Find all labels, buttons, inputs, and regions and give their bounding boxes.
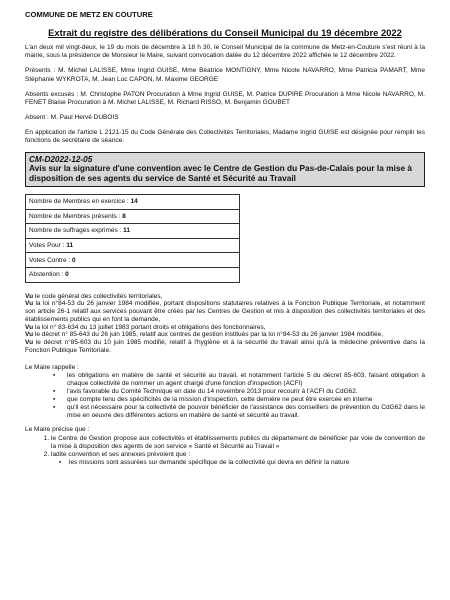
vote-value: 11 [123,227,131,235]
list-item: 2. ladite convention et ses annexes prévoient que : ▪ les missions sont assurées sur demande spécifique de la collectivité qui devra en définir la nature [51,451,425,467]
vu-line: Vu le décret n°85-603 du 10 juin 1985 modifié, relatif à l'hygiène et à la sécurité du travail ainsi qu'à la médecine préventive dans la Fonction Publique Territoriale. [25,339,425,355]
vu-section [25,293,425,355]
list-item: ▪ les missions sont assurées sur demande spécifique de la collectivité qui devra en définir la nature [69,459,425,467]
vote-label: Votes Contre : [29,256,72,264]
list-item: ▪ les obligations en matière de santé et sécurité au travail, et notamment l'article 5 du décret 85-603, faisant obligation à chaque collectivité de nommer un agent chargé d'une fonction d'inspection (ACFI) [67,372,425,388]
vote-value: 0 [65,271,69,279]
vu-line: Vu le décret n° 85-643 du 26 juin 1985, relatif aux centres de gestion institués par la loi n°84-53 du 26 janvier 1984 modifiée, [25,331,383,339]
excuses-paragraph: Absents excusés : M. Christophe PATON Procuration à Mme Ingrid GUISE, M. Patrice DUPIRE Procuration à Mme Nicole NAVARRO, M. FENET Blaise Procuration à M. Michel LALISSE, M. Richard RISSO, M. Benjamin GOUBET [25,90,425,107]
list-item: ▪ que compte tenu des spécificités de la mission d'inspection, cette dernière ne peut être exercée en interne [67,396,425,404]
table-row [26,224,240,239]
vote-label: Abstention : [29,271,66,279]
table-row [26,194,240,209]
vote-value: 14 [130,198,138,206]
precise-list [25,435,425,467]
vu-line: Vu la loi n°84-53 du 26 janvier 1984 modifiée, portant dispositions statutaires relatives à la Fonction Publique Territoriale, et notamment son article 26-1 relatif aux services pouvant être créés par les Centres de Gestion et mis à disposition des collectivités territoriales et des établissements publics qui en font la demande, [25,300,425,323]
table-row [26,209,240,224]
vote-value: 8 [122,212,126,220]
list-item: ▪ l'avis favorable du Comité Technique en date du 14 novembre 2013 pour recourir à l'ACFI du CdG62. [67,388,425,396]
table-row [26,238,240,253]
rappelle-list [25,372,425,420]
vu-line: Vu la loi n° 83-634 du 13 juillet 1983 portant droits et obligations des fonctionnaires, [25,323,266,331]
table-row [26,267,240,282]
precise-sublist [51,459,425,467]
presents-paragraph: Présents : M. Michel LALISSE, Mme Ingrid GUISE, Mme Béatrice MONTIGNY, Mme Nicole NAVARRO, Mme Patricia PAMART, Mme Stéphanie WYKROTA, M. Jean Luc CAPON, M. Maxime GEORGE [25,67,425,83]
votes-table [25,194,240,283]
secretaire-paragraph: En application de l'article L 2121-15 du Code Générale des Collectivités Territoriales, Madame Ingrid GUISE est désignée pour remplir les fonctions de secrétaire de séance. [25,128,425,145]
vote-value: 0 [72,256,76,264]
vote-label: Nombre de suffrages exprimés : [29,227,124,235]
vu-line: Vu le code général des collectivités territoriales, [25,292,163,300]
deliberation-title: Avis sur la signature d'une convention avec le Centre de Gestion du Pas-de-Calais pour la mise à disposition de ses agents du service de Santé et Sécurité au Travail [29,163,412,183]
deliberation-box [25,152,425,187]
rappelle-heading: Le Maire rappelle : [25,363,79,371]
table-row [26,253,240,268]
vote-label: Nombre de Membres en exercice : [29,198,131,206]
intro-paragraph: L'an deux mil vingt-deux, le 19 du mois de décembre à 18 h 30, le Conseil Municipal de la commune de Metz-en-Couture s'est réuni à la mairie, sous la présidence de Monsieur le Maire, suivant convocation datée du 12 décembre 2022 affichée le 12 décembre 2022. [25,44,425,60]
document-title: Extrait du registre des délibérations du Conseil Municipal du 19 décembre 2022 [48,27,402,38]
precise-heading: Le Maire précise que : [25,425,90,433]
vote-value: 11 [66,242,74,250]
list-item: ▪ qu'il est nécessaire pour la collectivité de pouvoir bénéficier de l'assistance des conseillers de prévention du CdG62 dans le mise en oeuvre des différentes actions en matière de santé et sécurité au travail. [67,404,425,420]
deliberation-code: CM-D2022-12-05 [29,154,93,164]
vote-label: Votes Pour : [29,242,67,250]
commune-name: COMMUNE DE METZ EN COUTURE [25,10,153,19]
list-item: 1. le Centre de Gestion propose aux collectivités et établissements publics du département de bénéficier par voie de convention de la mise à disposition des agents de son service « Santé et Sécurité au Travail » [51,435,425,451]
vote-label: Nombre de Membres présents : [29,212,123,220]
document-page [25,10,425,467]
absent-paragraph: Absent : M. Paul Hervé DUBOIS [25,113,119,121]
